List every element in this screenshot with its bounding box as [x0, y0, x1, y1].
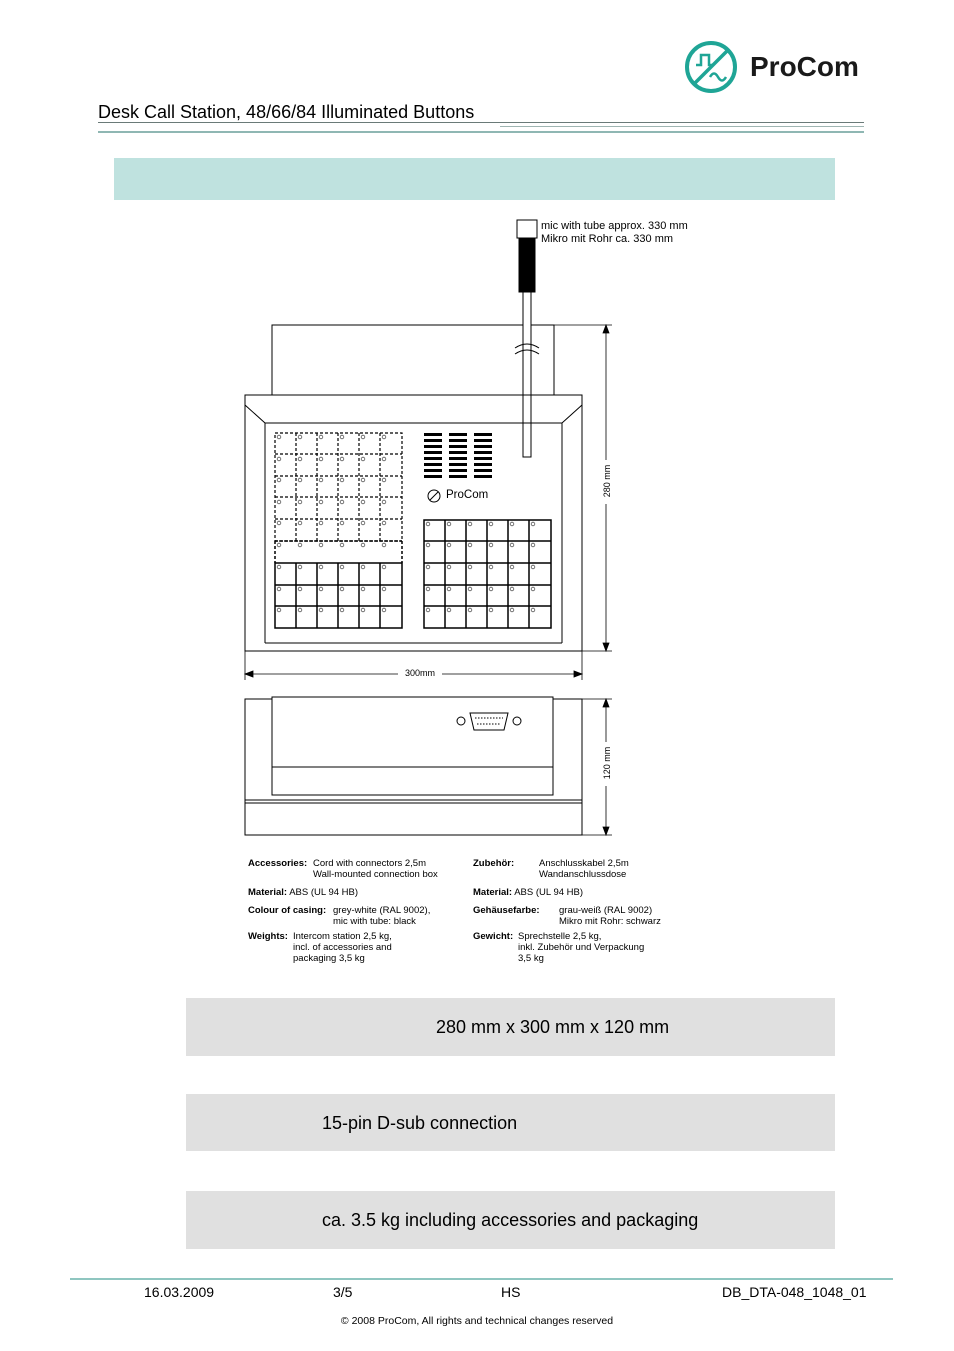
- gewicht-line2: inkl. Zubehör und Verpackung: [518, 942, 645, 953]
- mic-head: [517, 220, 537, 238]
- mic-label-en: mic with tube approx. 330 mm: [541, 220, 688, 232]
- footer-author: HS: [501, 1284, 521, 1300]
- casing-label: Colour of casing:: [248, 905, 327, 916]
- casing-line2: mic with tube: black: [333, 916, 416, 927]
- gehaeuse-label: Gehäusefarbe:: [473, 905, 540, 916]
- back-panel: [272, 325, 554, 395]
- dimensions-value: 280 mm x 300 mm x 120 mm: [436, 1017, 670, 1037]
- speaker-grille: [424, 433, 492, 478]
- mic-tube: [523, 292, 531, 457]
- zubehoer-label: Zubehör:: [473, 858, 515, 869]
- document-title: Desk Call Station, 48/66/84 Illuminated Buttons: [98, 102, 475, 122]
- footer-date: 16.03.2009: [144, 1284, 215, 1300]
- dimensions-box: [186, 998, 835, 1056]
- footer-rule: [70, 1278, 893, 1280]
- gewicht-label: Gewicht:: [473, 931, 514, 942]
- casing-line1: grey-white (RAL 9002),: [333, 905, 431, 916]
- gehaeuse-line1: grau-weiß (RAL 9002): [559, 905, 653, 916]
- material-value: ABS (UL 94 HB): [289, 887, 359, 898]
- weights-label: Weights:: [248, 931, 288, 942]
- accessories-line2: Wall-mounted connection box: [313, 869, 438, 880]
- mic-label-de: Mikro mit Rohr ca. 330 mm: [541, 233, 674, 245]
- height-dimension: 280 mm: [602, 464, 612, 498]
- depth-dimension: 120 mm: [602, 746, 612, 780]
- accessories-line1: Cord with connectors 2,5m: [313, 858, 426, 869]
- footer-copyright: © 2008 ProCom, All rights and technical changes reserved: [340, 1315, 614, 1327]
- weights-line3: packaging 3,5 kg: [293, 953, 365, 964]
- mic-tube-upper: [519, 238, 535, 292]
- weights-line2: incl. of accessories and: [293, 942, 392, 953]
- material-de-value: ABS (UL 94 HB): [514, 887, 584, 898]
- panel-logo-icon: [428, 490, 440, 502]
- weight-value: ca. 3.5 kg including accessories and packaging: [322, 1210, 699, 1230]
- panel-brand: ProCom: [446, 489, 489, 501]
- gewicht-line1: Sprechstelle 2,5 kg,: [518, 931, 602, 942]
- accessories-label: Accessories:: [248, 858, 308, 869]
- spec-de: [473, 858, 703, 967]
- spec-en: [248, 858, 468, 967]
- material-label: Material:: [248, 887, 288, 898]
- button-grid-left: [275, 541, 402, 628]
- footer-doc-id: DB_DTA-048_1048_01: [722, 1284, 867, 1300]
- material-de-label: Material:: [473, 887, 513, 898]
- zubehoer-line1: Anschlusskabel 2,5m: [539, 858, 629, 869]
- connection-value: 15-pin D-sub connection: [322, 1113, 518, 1133]
- side-view: [245, 697, 582, 835]
- footer-page: 3/5: [333, 1284, 353, 1300]
- mic-label: [541, 220, 688, 246]
- gewicht-line3: 3,5 kg: [518, 953, 544, 964]
- width-dimension: 300mm: [404, 668, 435, 678]
- brand-name: ProCom: [750, 51, 859, 82]
- weight-box: [186, 1191, 835, 1249]
- weights-line1: Intercom station 2,5 kg,: [293, 931, 392, 942]
- connection-box: [186, 1094, 835, 1151]
- gehaeuse-line2: Mikro mit Rohr: schwarz: [559, 916, 661, 927]
- zubehoer-line2: Wandanschlussdose: [539, 869, 627, 880]
